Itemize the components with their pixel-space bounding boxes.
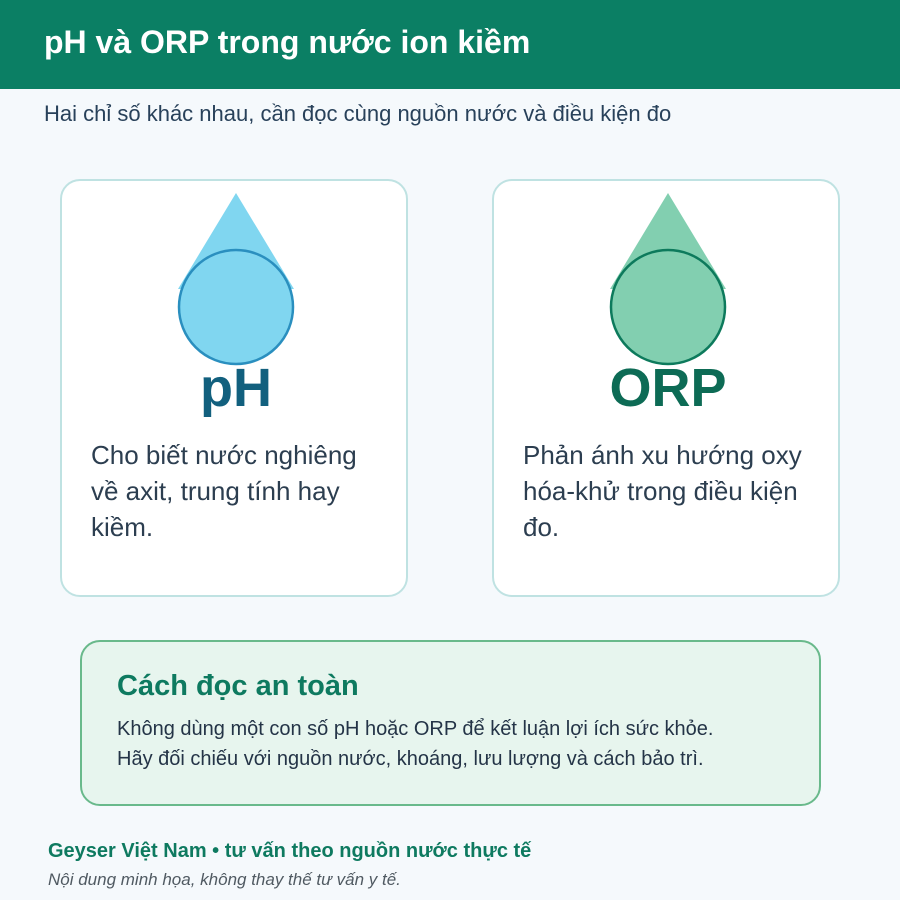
orp-description: Phản ánh xu hướng oxy hóa-khử trong điều kiện đo. (523, 440, 802, 542)
note-title: Cách đọc an toàn (117, 670, 359, 702)
header-bar (0, 0, 900, 89)
safe-reading-note (80, 640, 821, 806)
note-line: Không dùng một con số pH hoặc ORP để kết luận lợi ích sức khỏe. (117, 718, 714, 740)
orp-metric-label: ORP (609, 358, 727, 418)
page-subtitle: Hai chỉ số khác nhau, cần đọc cùng nguồn nước và điều kiện đo (44, 101, 672, 126)
water-drop-icon (608, 191, 728, 367)
note-line: Hãy đối chiếu với nguồn nước, khoáng, lưu lượng và cách bảo trì. (117, 748, 704, 770)
ph-description: Cho biết nước nghiêng về axit, trung tính hay kiềm. (91, 440, 357, 542)
page-title: pH và ORP trong nước ion kiềm (44, 24, 531, 60)
footer-disclaimer: Nội dung minh họa, không thay thế tư vấn y tế. (48, 870, 401, 889)
ph-metric-label: pH (200, 358, 272, 418)
orp-card (492, 179, 840, 597)
ph-card (60, 179, 408, 597)
footer-brand: Geyser Việt Nam • tư vấn theo nguồn nước thực tế (48, 840, 532, 862)
water-drop-icon (176, 191, 296, 367)
